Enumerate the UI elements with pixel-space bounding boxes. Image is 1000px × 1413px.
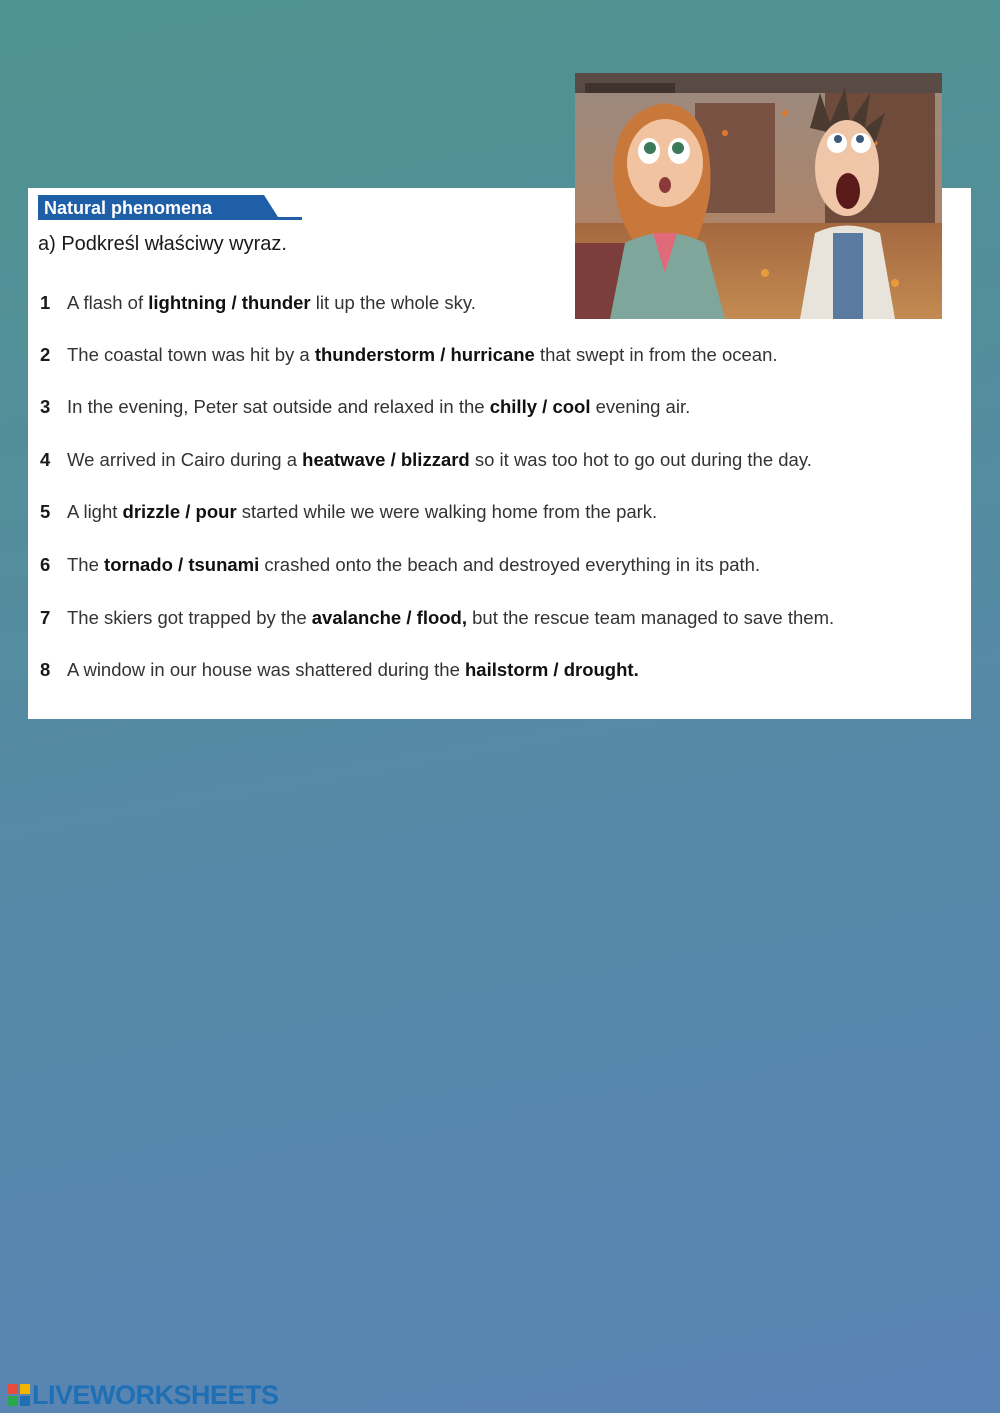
sentence-number: 7 <box>40 607 51 628</box>
option-separator: / <box>180 501 196 522</box>
sentence-number: 8 <box>40 659 51 680</box>
answer-option-2[interactable]: flood, <box>416 607 467 628</box>
sentence-1 <box>40 291 476 315</box>
sentence-text-before: The coastal town was hit by a <box>67 344 315 365</box>
liveworksheets-logo[interactable] <box>8 1380 279 1410</box>
sentence-text-before: The <box>67 554 105 575</box>
answer-option-2[interactable]: tsunami <box>188 554 260 575</box>
section-banner <box>38 195 302 220</box>
answer-option-1[interactable]: tornado <box>104 554 173 575</box>
sentence-text-after: but the rescue team managed to save them. <box>467 607 835 628</box>
sentence-text-before: The skiers got trapped by the <box>67 607 312 628</box>
option-separator: / <box>172 554 189 575</box>
sentence-number: 1 <box>40 292 51 313</box>
option-separator: / <box>385 449 401 470</box>
sentence-3 <box>40 395 690 419</box>
sentence-6 <box>40 553 760 577</box>
sentence-text-after: crashed onto the beach and destroyed everything in its path. <box>259 554 761 575</box>
sentence-8 <box>40 658 639 682</box>
sentence-5 <box>40 500 657 524</box>
section-title: Natural phenomena <box>44 198 213 218</box>
answer-option-2[interactable]: blizzard <box>400 449 470 470</box>
sentence-2 <box>40 343 778 367</box>
sentence-text-before: A flash of <box>67 292 149 313</box>
sentence-7 <box>40 606 834 630</box>
sentence-text-after: started while we were walking home from the park. <box>236 501 658 522</box>
answer-option-2[interactable]: hurricane <box>450 344 535 365</box>
sentence-number: 2 <box>40 344 51 365</box>
answer-option-2[interactable]: drought. <box>563 659 639 680</box>
liveworksheets-logo-icon <box>8 1384 30 1406</box>
sentence-text-before: A window in our house was shattered during the <box>67 659 465 680</box>
answer-option-1[interactable]: thunderstorm <box>314 344 436 365</box>
answer-option-1[interactable]: hailstorm <box>465 659 549 680</box>
option-separator: / <box>537 396 553 417</box>
sentence-text-after: so it was too hot to go out during the day. <box>469 449 812 470</box>
answer-option-1[interactable]: chilly <box>489 396 538 417</box>
sentence-text-after: evening air. <box>590 396 691 417</box>
sentence-text-before: We arrived in Cairo during a <box>67 449 303 470</box>
answer-option-2[interactable]: thunder <box>241 292 311 313</box>
option-separator: / <box>548 659 564 680</box>
answer-option-2[interactable]: cool <box>552 396 591 417</box>
instruction: a) Podkreśl właściwy wyraz. <box>38 233 287 255</box>
sentence-text-before: A light <box>67 501 123 522</box>
answer-option-2[interactable]: pour <box>195 501 237 522</box>
answer-option-1[interactable]: avalanche <box>311 607 402 628</box>
sentence-number: 4 <box>40 449 51 470</box>
option-separator: / <box>435 344 451 365</box>
answer-option-1[interactable]: heatwave <box>302 449 386 470</box>
sentence-text-after: lit up the whole sky. <box>310 292 476 313</box>
sentence-text-before: In the evening, Peter sat outside and relaxed in the <box>67 396 490 417</box>
sentence-text-after: that swept in from the ocean. <box>534 344 778 365</box>
sentence-4 <box>40 448 812 472</box>
brand-name: LIVEWORKSHEETS <box>32 1380 279 1410</box>
sentence-number: 6 <box>40 554 51 575</box>
option-separator: / <box>401 607 417 628</box>
movie-still-image <box>575 73 942 319</box>
answer-option-1[interactable]: lightning <box>148 292 227 313</box>
sentence-number: 5 <box>40 501 51 522</box>
answer-option-1[interactable]: drizzle <box>122 501 181 522</box>
option-separator: / <box>226 292 242 313</box>
sentence-number: 3 <box>40 396 51 417</box>
